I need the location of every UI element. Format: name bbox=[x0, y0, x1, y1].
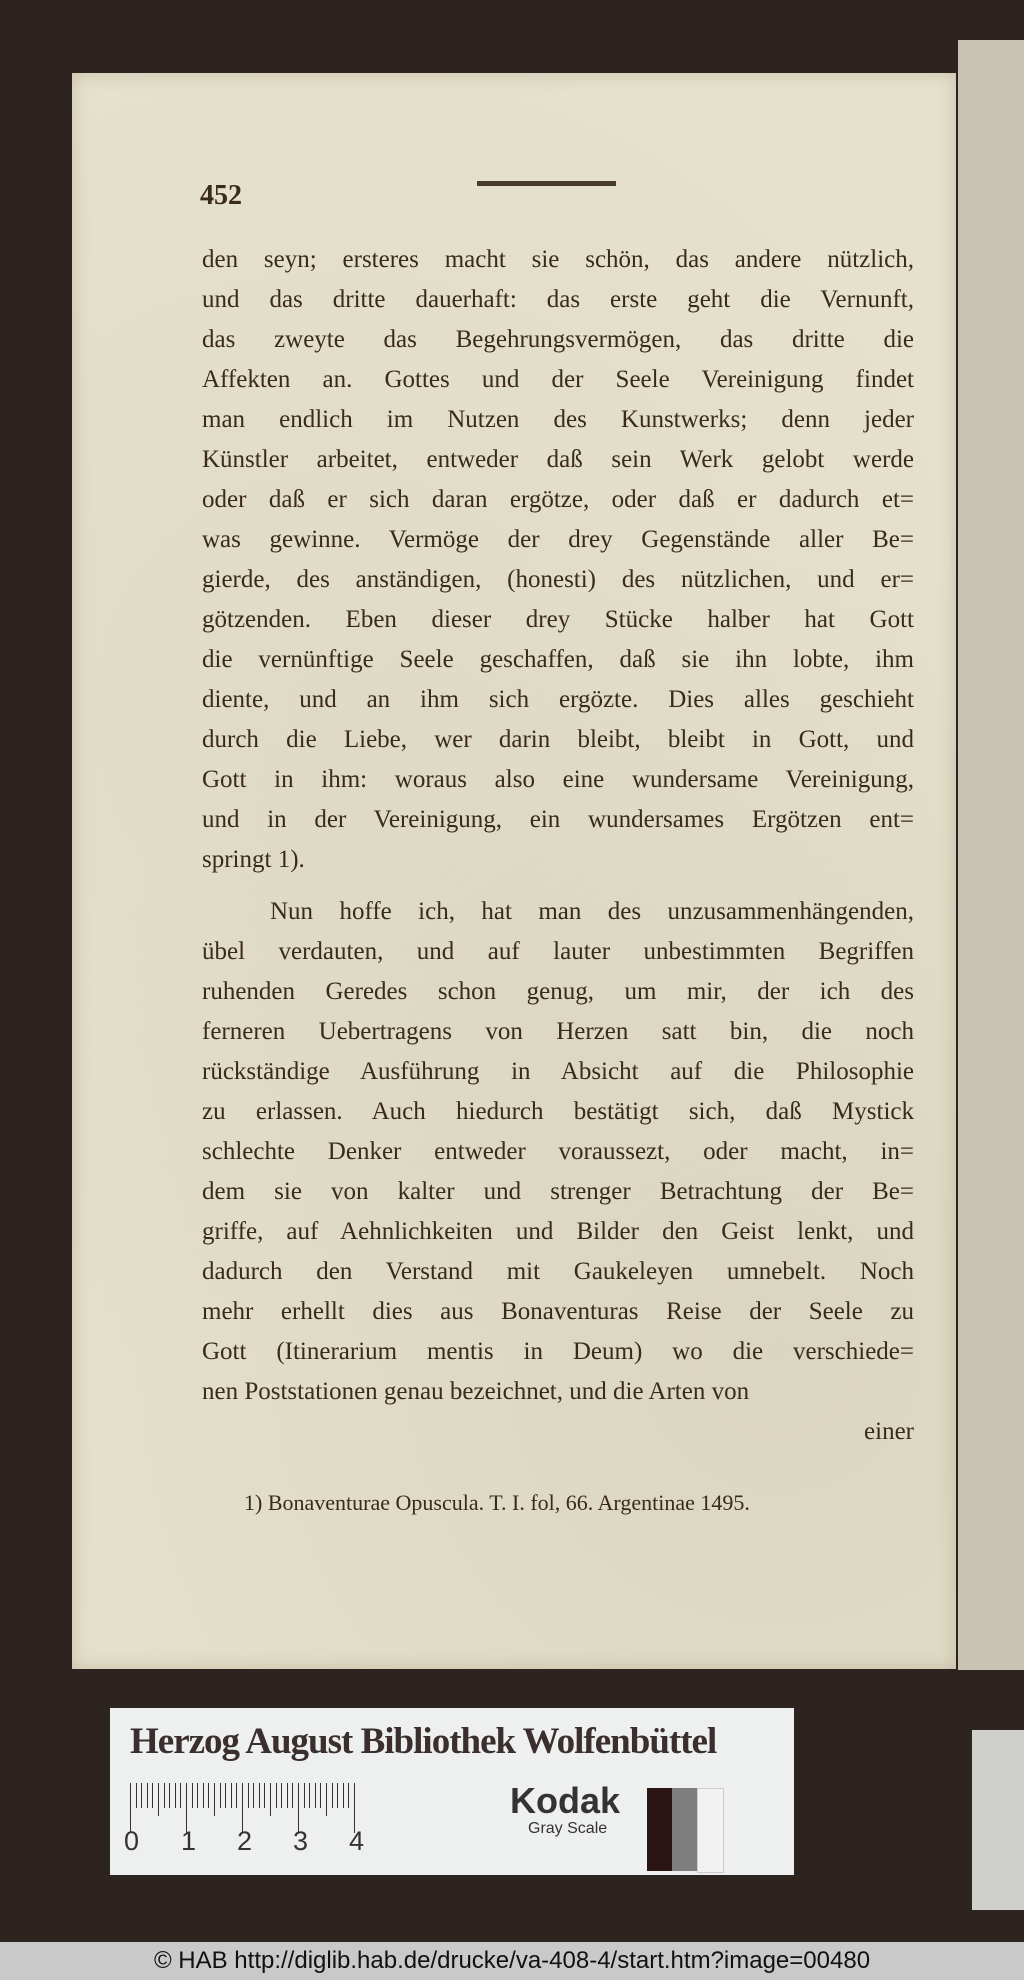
text-line: die vernünftige Seele geschaffen, daß sie ihn lobte, ihm bbox=[202, 646, 914, 673]
adjacent-page-edge bbox=[958, 40, 1024, 1670]
ruler-tick bbox=[332, 1783, 333, 1808]
adjacent-card-edge bbox=[972, 1730, 1024, 1910]
ruler-tick bbox=[309, 1783, 310, 1808]
ruler-tick bbox=[248, 1783, 249, 1808]
ruler-tick bbox=[270, 1783, 271, 1816]
ruler-tick bbox=[208, 1783, 209, 1808]
color-reference-card bbox=[110, 1708, 794, 1875]
text-line: ferneren Uebertragens von Herzen satt bin, die noch bbox=[202, 1018, 914, 1045]
text-line: ruhenden Geredes schon genug, um mir, der ich des bbox=[202, 978, 914, 1005]
text-line: mehr erhellt dies aus Bonaventuras Reise der Seele zu bbox=[202, 1298, 914, 1325]
text-line: und das dritte dauerhaft: das erste geht die Vernunft, bbox=[202, 286, 914, 313]
ruler-tick bbox=[164, 1783, 165, 1808]
ruler-tick bbox=[264, 1783, 265, 1808]
ruler-tick bbox=[152, 1783, 153, 1808]
copyright-footer: © HAB http://diglib.hab.de/drucke/va-408-4/start.htm?image=00480 bbox=[0, 1942, 1024, 1980]
text-line: übel verdauten, und auf lauter unbestimmten Begriffen bbox=[202, 938, 914, 965]
swatch-gray bbox=[672, 1788, 697, 1871]
ruler-tick bbox=[281, 1783, 282, 1808]
catchword-block bbox=[202, 1412, 914, 1452]
text-line: Affekten an. Gottes und der Seele Vereinigung findet bbox=[202, 366, 914, 393]
ruler-tick bbox=[203, 1783, 204, 1808]
text-line: Gott (Itinerarium mentis in Deum) wo die verschiede= bbox=[202, 1338, 914, 1365]
ruler-tick bbox=[259, 1783, 260, 1808]
ruler-tick bbox=[276, 1783, 277, 1808]
ruler-number: 3 bbox=[293, 1826, 309, 1856]
text-line: oder daß er sich daran ergötze, oder daß er dadurch et= bbox=[202, 486, 914, 513]
text-line: Künstler arbeitet, entweder daß sein Werk gelobt werde bbox=[202, 446, 914, 473]
text-line: gierde, des anständigen, (honesti) des nützlichen, und er= bbox=[202, 566, 914, 593]
ruler-tick bbox=[192, 1783, 193, 1808]
card-title: Herzog August Bibliothek Wolfenbüttel bbox=[130, 1721, 717, 1762]
ruler-tick bbox=[220, 1783, 221, 1808]
kodak-logo: Kodak bbox=[510, 1780, 621, 1821]
text-line: das zweyte das Begehrungsvermögen, das dritte die bbox=[202, 326, 914, 353]
ruler-tick bbox=[147, 1783, 148, 1808]
ruler-tick bbox=[231, 1783, 232, 1808]
ruler-number: 4 bbox=[349, 1826, 365, 1856]
text-line: und in der Vereinigung, ein wundersames Ergötzen ent= bbox=[202, 806, 914, 833]
ruler-tick bbox=[348, 1783, 349, 1808]
text-line: griffe, auf Aehnlichkeiten und Bilder den Geist lenkt, und bbox=[202, 1218, 914, 1245]
ruler-tick bbox=[197, 1783, 198, 1808]
text-line: man endlich im Nutzen des Kunstwerks; denn jeder bbox=[202, 406, 914, 433]
text-line: den seyn; ersteres macht sie schön, das andere nützlich, bbox=[202, 246, 914, 273]
ruler-tick bbox=[169, 1783, 170, 1808]
text-line: springt 1). bbox=[202, 846, 305, 873]
ruler-tick bbox=[236, 1783, 237, 1808]
ruler-tick bbox=[287, 1783, 288, 1808]
catchword: einer bbox=[864, 1418, 914, 1445]
ruler-tick bbox=[141, 1783, 142, 1808]
ruler-number: 0 bbox=[124, 1826, 140, 1856]
ruler-tick bbox=[225, 1783, 226, 1808]
text-line: dadurch den Verstand mit Gaukeleyen umnebelt. Noch bbox=[202, 1258, 914, 1285]
text-line: rückständige Ausführung in Absicht auf die Philosophie bbox=[202, 1058, 914, 1085]
ruler-tick bbox=[337, 1783, 338, 1808]
text-line: schlechte Denker entweder voraussezt, oder macht, in= bbox=[202, 1138, 914, 1165]
text-line: Nun hoffe ich, hat man des unzusammenhängenden, bbox=[270, 898, 914, 925]
header-rule bbox=[477, 181, 616, 186]
ruler-tick bbox=[315, 1783, 316, 1808]
ruler-tick bbox=[253, 1783, 254, 1808]
ruler-tick bbox=[326, 1783, 327, 1816]
ruler-number: 1 bbox=[181, 1826, 197, 1856]
ruler-tick bbox=[180, 1783, 181, 1808]
ruler-tick bbox=[214, 1783, 215, 1816]
text-line: zu erlassen. Auch hiedurch bestätigt sich, daß Mystick bbox=[202, 1098, 914, 1125]
ruler-tick bbox=[343, 1783, 344, 1808]
paragraph-1 bbox=[202, 240, 914, 880]
text-line: dem sie von kalter und strenger Betrachtung der Be= bbox=[202, 1178, 914, 1205]
text-line: Gott in ihm: woraus also eine wundersame Vereinigung, bbox=[202, 766, 914, 793]
swatch-black bbox=[647, 1788, 672, 1871]
paragraph-2 bbox=[202, 892, 914, 1412]
text-line: was gewinne. Vermöge der drey Gegenstände aller Be= bbox=[202, 526, 914, 553]
ruler-tick bbox=[175, 1783, 176, 1808]
text-line: durch die Liebe, wer darin bleibt, bleibt in Gott, und bbox=[202, 726, 914, 753]
page-number: 452 bbox=[200, 180, 242, 211]
gray-scale-label: Gray Scale bbox=[528, 1820, 608, 1837]
ruler-tick bbox=[158, 1783, 159, 1816]
text-line: götzenden. Eben dieser drey Stücke halber hat Gott bbox=[202, 606, 914, 633]
ruler-tick bbox=[292, 1783, 293, 1808]
footnote: 1) Bonaventurae Opuscula. T. I. fol, 66. Argentinae 1495. bbox=[244, 1490, 750, 1515]
ruler-tick bbox=[304, 1783, 305, 1808]
text-line: diente, und an ihm sich ergözte. Dies alles geschieht bbox=[202, 686, 914, 713]
ruler-tick bbox=[320, 1783, 321, 1808]
ruler-number: 2 bbox=[237, 1826, 253, 1856]
ruler-tick bbox=[136, 1783, 137, 1808]
swatch-white bbox=[697, 1788, 724, 1873]
text-line: nen Poststationen genau bezeichnet, und die Arten von bbox=[202, 1378, 750, 1405]
